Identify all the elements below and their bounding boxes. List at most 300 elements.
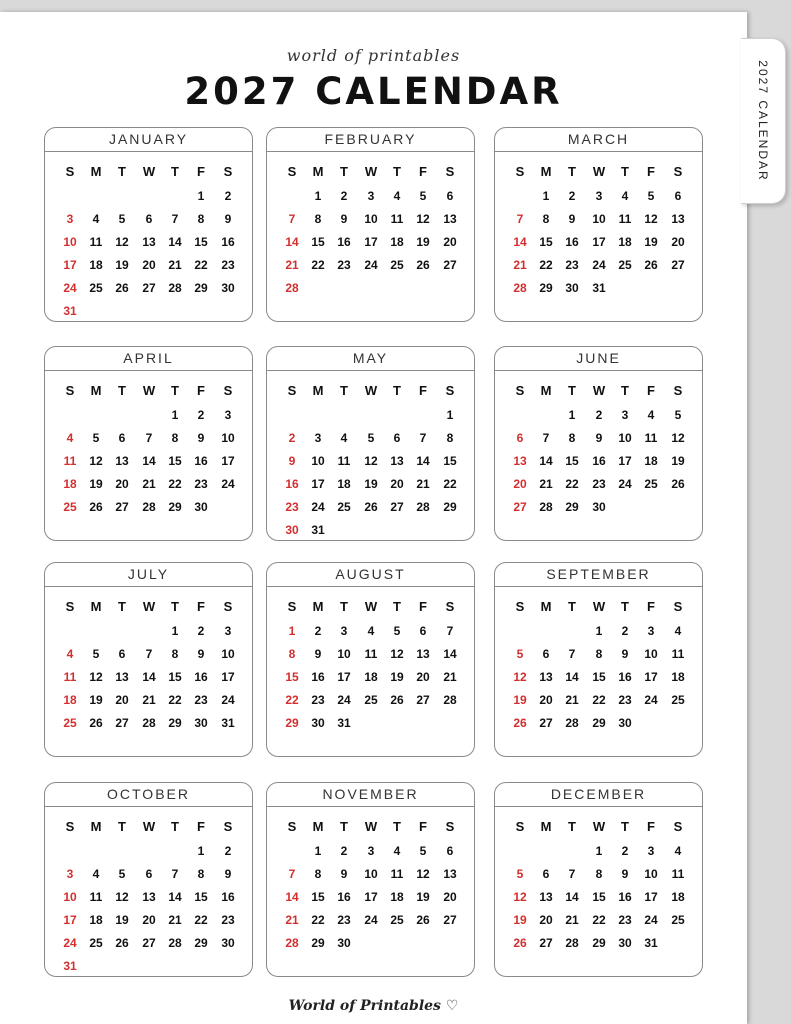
- weekday-label: T: [568, 599, 576, 614]
- weekday-label: S: [673, 383, 683, 398]
- week-row: [45, 473, 252, 496]
- date-cell: 19: [364, 477, 378, 491]
- weekday-label: M: [540, 383, 552, 398]
- weekday-label: W: [142, 599, 156, 614]
- date-cell: 5: [118, 867, 126, 881]
- date-cell: 21: [416, 477, 430, 491]
- date-cell: 14: [539, 454, 553, 468]
- date-cell: 12: [115, 235, 129, 249]
- date-cell: 12: [390, 647, 404, 661]
- date-cell: 19: [644, 235, 658, 249]
- weekday-label: T: [621, 383, 629, 398]
- weekday-label: F: [197, 599, 205, 614]
- sunday-date: 28: [513, 281, 527, 295]
- sunday-date: 28: [285, 281, 299, 295]
- date-cell: 11: [390, 212, 404, 226]
- week-row: [45, 185, 252, 208]
- sunday-date: 7: [288, 867, 296, 881]
- date-cell: 17: [644, 670, 658, 684]
- weekday-label: S: [673, 819, 683, 834]
- week-row: [267, 277, 474, 300]
- date-cell: 25: [89, 936, 103, 950]
- date-cell: 7: [145, 647, 153, 661]
- month-february: [266, 127, 475, 322]
- week-row: [267, 473, 474, 496]
- date-cell: 25: [390, 258, 404, 272]
- date-cell: 23: [565, 258, 579, 272]
- date-cell: 17: [337, 670, 351, 684]
- date-cell: 13: [142, 890, 156, 904]
- date-cell: 25: [671, 693, 685, 707]
- date-cell: 13: [539, 890, 553, 904]
- date-cell: 6: [145, 867, 153, 881]
- date-cell: 26: [390, 693, 404, 707]
- date-cell: 13: [142, 235, 156, 249]
- date-cell: 20: [142, 913, 156, 927]
- date-cell: 27: [115, 716, 129, 730]
- date-cell: 3: [647, 844, 655, 858]
- date-cell: 31: [337, 716, 351, 730]
- date-cell: 10: [364, 867, 378, 881]
- date-cell: 24: [644, 693, 658, 707]
- weekday-label: S: [287, 383, 297, 398]
- date-cell: 8: [595, 647, 603, 661]
- date-cell: 22: [539, 258, 553, 272]
- date-cell: 1: [197, 189, 205, 203]
- weekday-label: W: [364, 819, 378, 834]
- date-cell: 16: [565, 235, 579, 249]
- date-cell: 9: [340, 867, 348, 881]
- date-cell: 6: [118, 647, 126, 661]
- side-tab[interactable]: [741, 38, 786, 204]
- date-cell: 23: [194, 477, 208, 491]
- sunday-date: 9: [288, 454, 296, 468]
- date-cell: 29: [194, 281, 208, 295]
- weekday-label: T: [621, 599, 629, 614]
- week-row: [267, 863, 474, 886]
- date-cell: 2: [197, 624, 205, 638]
- date-cell: 19: [416, 890, 430, 904]
- date-cell: 10: [364, 212, 378, 226]
- week-row: [267, 254, 474, 277]
- date-cell: 27: [539, 716, 553, 730]
- date-cell: 26: [416, 258, 430, 272]
- date-cell: 24: [644, 913, 658, 927]
- date-cell: 6: [145, 212, 153, 226]
- date-cell: 23: [311, 693, 325, 707]
- date-cell: 20: [390, 477, 404, 491]
- weekday-header-row: [267, 379, 474, 402]
- weekday-header-row: [495, 379, 702, 402]
- date-cell: 16: [221, 235, 235, 249]
- date-cell: 23: [221, 913, 235, 927]
- month-name: JANUARY: [45, 128, 252, 152]
- date-cell: 25: [618, 258, 632, 272]
- date-cell: 18: [89, 258, 103, 272]
- month-name: JULY: [45, 563, 252, 587]
- date-cell: 28: [565, 716, 579, 730]
- date-cell: 18: [618, 235, 632, 249]
- date-cell: 25: [671, 913, 685, 927]
- date-cell: 29: [443, 500, 457, 514]
- date-cell: 1: [446, 408, 454, 422]
- date-cell: 23: [221, 258, 235, 272]
- date-cell: 21: [142, 477, 156, 491]
- date-cell: 1: [314, 189, 322, 203]
- date-cell: 24: [337, 693, 351, 707]
- date-cell: 4: [92, 867, 100, 881]
- date-cell: 24: [311, 500, 325, 514]
- date-cell: 26: [671, 477, 685, 491]
- date-cell: 5: [419, 844, 427, 858]
- sunday-date: 11: [63, 454, 77, 468]
- date-cell: 21: [565, 913, 579, 927]
- month-name: MAY: [267, 347, 474, 371]
- weekday-label: M: [312, 164, 324, 179]
- date-cell: 7: [171, 212, 179, 226]
- date-cell: 14: [168, 890, 182, 904]
- date-cell: 15: [194, 890, 208, 904]
- date-cell: 7: [542, 431, 550, 445]
- date-cell: 22: [168, 693, 182, 707]
- date-cell: 29: [194, 936, 208, 950]
- weekday-label: T: [393, 164, 401, 179]
- sunday-date: 16: [285, 477, 299, 491]
- date-cell: 19: [671, 454, 685, 468]
- date-cell: 1: [542, 189, 550, 203]
- date-cell: 31: [221, 716, 235, 730]
- sunday-date: 21: [285, 913, 299, 927]
- date-cell: 4: [92, 212, 100, 226]
- date-cell: 1: [171, 408, 179, 422]
- date-cell: 7: [419, 431, 427, 445]
- date-cell: 4: [674, 624, 682, 638]
- date-cell: 11: [671, 647, 685, 661]
- date-cell: 14: [416, 454, 430, 468]
- weekday-label: S: [515, 599, 525, 614]
- weekday-label: W: [142, 819, 156, 834]
- week-row: [267, 496, 474, 519]
- weekday-label: F: [647, 383, 655, 398]
- week-row: [495, 689, 702, 712]
- date-cell: 6: [542, 647, 550, 661]
- sunday-date: 25: [63, 716, 77, 730]
- week-row: [45, 840, 252, 863]
- weekday-label: M: [90, 383, 102, 398]
- weekday-label: F: [419, 164, 427, 179]
- date-cell: 8: [446, 431, 454, 445]
- sunday-date: 13: [513, 454, 527, 468]
- date-cell: 12: [89, 670, 103, 684]
- date-cell: 15: [592, 890, 606, 904]
- weekday-label: M: [90, 819, 102, 834]
- weekday-label: W: [592, 383, 606, 398]
- weekday-label: T: [393, 383, 401, 398]
- week-row: [495, 886, 702, 909]
- date-cell: 13: [115, 670, 129, 684]
- week-row: [45, 620, 252, 643]
- date-cell: 27: [390, 500, 404, 514]
- sunday-date: 24: [63, 936, 77, 950]
- date-cell: 20: [115, 693, 129, 707]
- date-cell: 25: [337, 500, 351, 514]
- date-cell: 10: [644, 647, 658, 661]
- weekday-label: S: [287, 599, 297, 614]
- date-cell: 2: [314, 624, 322, 638]
- date-cell: 9: [314, 647, 322, 661]
- date-cell: 14: [142, 670, 156, 684]
- date-cell: 30: [618, 936, 632, 950]
- date-cell: 16: [194, 454, 208, 468]
- week-row: [45, 427, 252, 450]
- date-cell: 17: [221, 454, 235, 468]
- date-cell: 2: [224, 844, 232, 858]
- date-cell: 9: [340, 212, 348, 226]
- date-cell: 13: [671, 212, 685, 226]
- month-name: NOVEMBER: [267, 783, 474, 807]
- sunday-date: 20: [513, 477, 527, 491]
- month-march: [494, 127, 703, 322]
- date-cell: 14: [142, 454, 156, 468]
- sunday-date: 14: [285, 235, 299, 249]
- date-cell: 22: [311, 913, 325, 927]
- weekday-label: T: [340, 819, 348, 834]
- date-cell: 18: [671, 670, 685, 684]
- date-cell: 3: [340, 624, 348, 638]
- weekday-header-row: [267, 160, 474, 183]
- date-cell: 13: [539, 670, 553, 684]
- weekday-label: W: [592, 164, 606, 179]
- date-cell: 12: [416, 212, 430, 226]
- date-cell: 28: [142, 500, 156, 514]
- date-cell: 10: [337, 647, 351, 661]
- week-row: [495, 450, 702, 473]
- date-cell: 26: [115, 281, 129, 295]
- date-cell: 22: [168, 477, 182, 491]
- weekday-label: T: [568, 383, 576, 398]
- date-cell: 19: [115, 913, 129, 927]
- weekday-header-row: [267, 595, 474, 618]
- date-cell: 26: [115, 936, 129, 950]
- date-cell: 6: [393, 431, 401, 445]
- date-cell: 30: [565, 281, 579, 295]
- weekday-label: W: [364, 599, 378, 614]
- date-cell: 16: [194, 670, 208, 684]
- weekday-label: T: [340, 383, 348, 398]
- weekday-label: S: [445, 599, 455, 614]
- date-cell: 16: [618, 890, 632, 904]
- date-cell: 15: [592, 670, 606, 684]
- date-cell: 16: [337, 890, 351, 904]
- date-cell: 31: [592, 281, 606, 295]
- week-row: [267, 712, 474, 735]
- date-cell: 18: [671, 890, 685, 904]
- weekday-header-row: [495, 160, 702, 183]
- date-cell: 17: [221, 670, 235, 684]
- weekday-label: S: [223, 599, 233, 614]
- weekday-label: T: [340, 164, 348, 179]
- date-cell: 19: [89, 693, 103, 707]
- date-cell: 15: [311, 890, 325, 904]
- date-cell: 9: [224, 212, 232, 226]
- date-cell: 6: [674, 189, 682, 203]
- weekday-header-row: [495, 815, 702, 838]
- sunday-date: 2: [288, 431, 296, 445]
- weekday-label: M: [540, 599, 552, 614]
- sunday-date: 10: [63, 890, 77, 904]
- date-cell: 11: [89, 890, 103, 904]
- date-cell: 9: [224, 867, 232, 881]
- date-cell: 30: [221, 281, 235, 295]
- date-cell: 24: [592, 258, 606, 272]
- date-cell: 4: [621, 189, 629, 203]
- date-cell: 20: [539, 913, 553, 927]
- weekday-label: S: [65, 819, 75, 834]
- weekday-header-row: [45, 815, 252, 838]
- date-cell: 30: [337, 936, 351, 950]
- heart-icon: ♡: [445, 998, 459, 1014]
- date-cell: 23: [618, 913, 632, 927]
- date-cell: 11: [337, 454, 351, 468]
- date-cell: 28: [142, 716, 156, 730]
- weekday-label: S: [287, 164, 297, 179]
- sunday-date: 15: [285, 670, 299, 684]
- date-cell: 3: [224, 624, 232, 638]
- month-july: [44, 562, 253, 757]
- date-cell: 11: [644, 431, 658, 445]
- week-row: [267, 689, 474, 712]
- weekday-label: S: [65, 164, 75, 179]
- sunday-date: 23: [285, 500, 299, 514]
- weekday-label: W: [142, 164, 156, 179]
- sunday-date: 26: [513, 936, 527, 950]
- week-row: [45, 909, 252, 932]
- sunday-date: 8: [288, 647, 296, 661]
- date-cell: 22: [443, 477, 457, 491]
- date-cell: 11: [618, 212, 632, 226]
- week-row: [495, 863, 702, 886]
- weekday-label: T: [118, 164, 126, 179]
- date-cell: 2: [621, 844, 629, 858]
- date-cell: 12: [644, 212, 658, 226]
- date-cell: 9: [621, 647, 629, 661]
- week-row: [267, 404, 474, 427]
- date-cell: 11: [89, 235, 103, 249]
- week-row: [495, 840, 702, 863]
- date-cell: 24: [221, 693, 235, 707]
- date-cell: 2: [595, 408, 603, 422]
- date-cell: 5: [367, 431, 375, 445]
- sunday-date: 31: [63, 304, 77, 318]
- date-cell: 12: [115, 890, 129, 904]
- weekday-header-row: [267, 815, 474, 838]
- weekday-label: T: [621, 164, 629, 179]
- month-name: AUGUST: [267, 563, 474, 587]
- weekday-label: M: [312, 383, 324, 398]
- week-row: [45, 932, 252, 955]
- date-cell: 24: [364, 913, 378, 927]
- weekday-label: M: [90, 599, 102, 614]
- sunday-date: 30: [285, 523, 299, 537]
- date-cell: 15: [168, 670, 182, 684]
- month-name: DECEMBER: [495, 783, 702, 807]
- date-cell: 18: [89, 913, 103, 927]
- date-cell: 15: [194, 235, 208, 249]
- weekday-label: S: [223, 383, 233, 398]
- weekday-label: S: [445, 819, 455, 834]
- week-row: [45, 863, 252, 886]
- week-row: [267, 620, 474, 643]
- date-cell: 26: [364, 500, 378, 514]
- date-cell: 29: [592, 716, 606, 730]
- sunday-date: 27: [513, 500, 527, 514]
- date-cell: 9: [595, 431, 603, 445]
- sunday-date: 22: [285, 693, 299, 707]
- date-cell: 13: [390, 454, 404, 468]
- date-cell: 5: [674, 408, 682, 422]
- date-cell: 5: [647, 189, 655, 203]
- date-cell: 25: [364, 693, 378, 707]
- sunday-date: 10: [63, 235, 77, 249]
- date-cell: 8: [197, 867, 205, 881]
- date-cell: 3: [621, 408, 629, 422]
- date-cell: 4: [340, 431, 348, 445]
- sunday-date: 31: [63, 959, 77, 973]
- date-cell: 26: [89, 500, 103, 514]
- week-row: [267, 886, 474, 909]
- date-cell: 18: [644, 454, 658, 468]
- date-cell: 5: [92, 431, 100, 445]
- date-cell: 3: [224, 408, 232, 422]
- date-cell: 26: [644, 258, 658, 272]
- month-name: OCTOBER: [45, 783, 252, 807]
- week-row: [267, 666, 474, 689]
- date-cell: 31: [644, 936, 658, 950]
- weekday-label: T: [171, 819, 179, 834]
- weekday-label: T: [393, 599, 401, 614]
- date-cell: 28: [416, 500, 430, 514]
- date-cell: 10: [221, 431, 235, 445]
- date-cell: 20: [539, 693, 553, 707]
- date-cell: 26: [89, 716, 103, 730]
- date-cell: 27: [416, 693, 430, 707]
- date-cell: 15: [168, 454, 182, 468]
- week-row: [495, 712, 702, 735]
- date-cell: 17: [618, 454, 632, 468]
- date-cell: 2: [224, 189, 232, 203]
- weekday-label: S: [515, 164, 525, 179]
- date-cell: 15: [539, 235, 553, 249]
- date-cell: 16: [221, 890, 235, 904]
- date-cell: 21: [168, 258, 182, 272]
- date-cell: 30: [221, 936, 235, 950]
- weekday-label: T: [340, 599, 348, 614]
- date-cell: 23: [592, 477, 606, 491]
- date-cell: 1: [568, 408, 576, 422]
- weekday-label: T: [621, 819, 629, 834]
- footer-brand-text: World of Printables: [288, 998, 441, 1014]
- date-cell: 1: [314, 844, 322, 858]
- date-cell: 18: [337, 477, 351, 491]
- date-cell: 4: [393, 189, 401, 203]
- date-cell: 10: [644, 867, 658, 881]
- date-cell: 20: [416, 670, 430, 684]
- week-row: [495, 643, 702, 666]
- weekday-label: F: [419, 599, 427, 614]
- date-cell: 17: [364, 235, 378, 249]
- week-row: [45, 643, 252, 666]
- date-cell: 1: [595, 844, 603, 858]
